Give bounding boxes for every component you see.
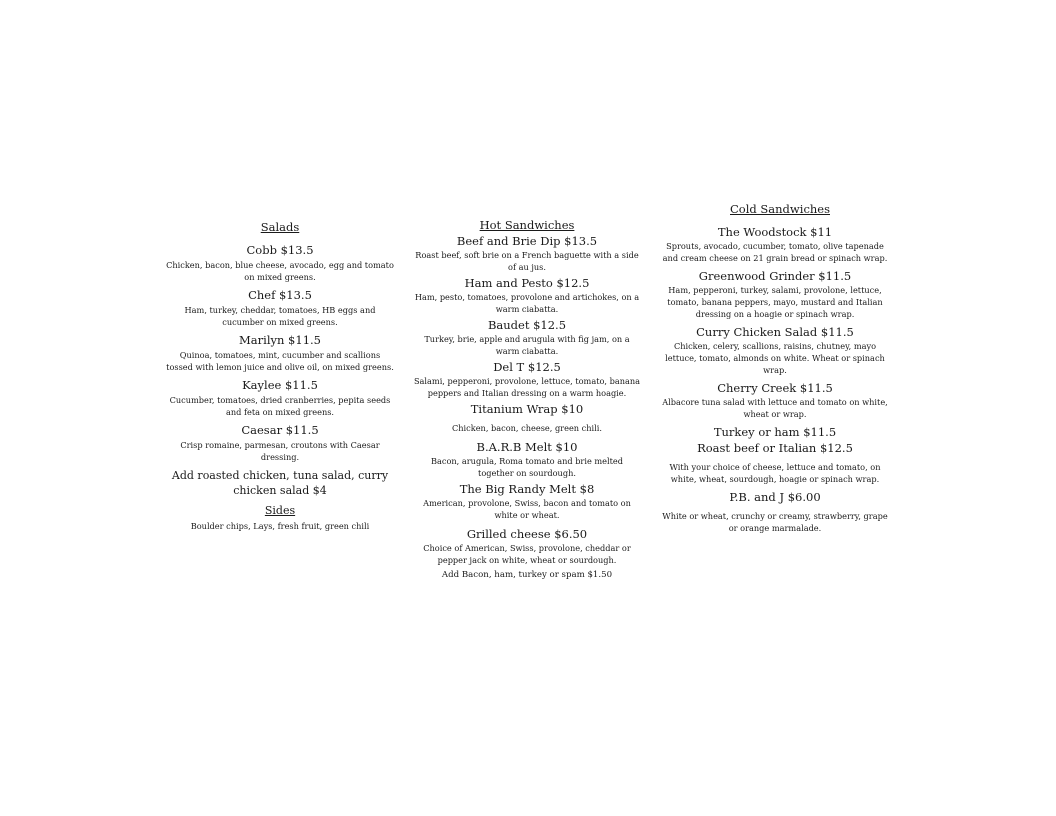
item-description: Choice of American, Swiss, provolone, cheddar or pepper jack on white, wheat or sourdough. <box>423 543 631 565</box>
item-description: With your choice of cheese, lettuce and tomato, on white, wheat, sourdough, hoagie or spinach wrap. <box>669 462 881 484</box>
item-title: Roast beef or Italian $12.5 <box>697 441 853 455</box>
menu-item <box>660 225 890 264</box>
menu-item <box>412 360 642 399</box>
menu-item <box>412 318 642 357</box>
menu-item <box>166 243 394 283</box>
item-title: Titanium Wrap $10 <box>470 402 584 416</box>
item-description: American, provolone, Swiss, bacon and tomato on white or wheat. <box>423 498 631 520</box>
item-title: Beef and Brie Dip $13.5 <box>456 234 598 248</box>
hot-sandwiches-column <box>412 218 642 581</box>
salad-addon: Add roasted chicken, tuna salad, curry chicken salad $4 <box>171 469 389 497</box>
item-title: Ham and Pesto $12.5 <box>464 276 590 290</box>
cold-sandwiches-heading: Cold Sandwiches <box>730 202 830 216</box>
item-description: Turkey, brie, apple and arugula with fig jam, on a warm ciabatta. <box>424 334 630 356</box>
item-description: Chicken, celery, scallions, raisins, chutney, mayo lettuce, tomato, almonds on white. Wheat or spinach wrap. <box>665 341 885 375</box>
menu-item <box>412 402 642 434</box>
item-description: Ham, pesto, tomatoes, provolone and artichokes, on a warm ciabatta. <box>414 292 640 314</box>
menu-item <box>166 423 394 463</box>
menu-item <box>412 527 642 566</box>
item-title: Caesar $11.5 <box>241 423 319 437</box>
item-description: Chicken, bacon, cheese, green chili. <box>452 423 602 433</box>
item-description: Chicken, bacon, blue cheese, avocado, egg and tomato on mixed greens. <box>166 260 394 282</box>
item-title: The Woodstock $11 <box>717 225 833 239</box>
item-description: Ham, turkey, cheddar, tomatoes, HB eggs and cucumber on mixed greens. <box>184 305 376 327</box>
item-title: Curry Chicken Salad $11.5 <box>696 325 854 339</box>
item-title: Turkey or ham $11.5 <box>713 425 837 439</box>
sides-heading: Sides <box>264 504 296 517</box>
menu-item <box>166 288 394 328</box>
menu-item <box>412 440 642 479</box>
item-title: Kaylee $11.5 <box>242 378 318 392</box>
menu-item <box>166 333 394 373</box>
menu-item <box>660 490 890 534</box>
sides-description: Boulder chips, Lays, fresh fruit, green chili <box>190 521 370 531</box>
item-description: Crisp romaine, parmesan, croutons with Caesar dressing. <box>180 440 380 462</box>
item-description: Cucumber, tomatoes, dried cranberries, pepita seeds and feta on mixed greens. <box>169 395 391 417</box>
item-title: Greenwood Grinder $11.5 <box>698 269 852 283</box>
item-title: Del T $12.5 <box>493 360 561 374</box>
item-title: P.B. and J $6.00 <box>729 490 821 504</box>
menu-item <box>412 482 642 521</box>
item-description: Albacore tuna salad with lettuce and tomato on white, wheat or wrap. <box>662 397 888 419</box>
menu-item <box>660 381 890 420</box>
menu-item <box>660 269 890 320</box>
item-title: Baudet $12.5 <box>487 318 567 332</box>
menu-item <box>166 378 394 418</box>
salads-column <box>166 220 394 532</box>
menu-item <box>412 276 642 315</box>
item-description: Bacon, arugula, Roma tomato and brie melted together on sourdough. <box>430 456 624 478</box>
menu-item <box>660 325 890 376</box>
item-title: Cobb $13.5 <box>246 243 314 257</box>
item-description: Quinoa, tomatoes, mint, cucumber and scallions tossed with lemon juice and olive oil, on mixed greens. <box>166 350 394 372</box>
menu-item <box>412 234 642 273</box>
hot-sandwiches-heading: Hot Sandwiches <box>479 218 575 232</box>
item-title: Cherry Creek $11.5 <box>717 381 833 395</box>
item-title: The Big Randy Melt $8 <box>459 482 595 496</box>
menu-item <box>660 425 890 485</box>
item-description: Sprouts, avocado, cucumber, tomato, olive tapenade and cream cheese on 21 grain bread or spinach wrap. <box>662 241 888 263</box>
item-description: Salami, pepperoni, provolone, lettuce, tomato, banana peppers and Italian dressing on a warm hoagie. <box>413 376 641 398</box>
item-description: White or wheat, crunchy or creamy, strawberry, grape or orange marmalade. <box>662 511 888 533</box>
item-description: Roast beef, soft brie on a French baguette with a side of au jus. <box>415 250 639 272</box>
hot-addon: Add Bacon, ham, turkey or spam $1.50 <box>441 570 613 580</box>
item-description: Ham, pepperoni, turkey, salami, provolone, lettuce, tomato, banana peppers, mayo, mustard and Italian dressing on a hoagie or spinach wrap. <box>667 285 883 319</box>
item-title: Chef $13.5 <box>248 288 312 302</box>
salads-heading: Salads <box>260 220 300 234</box>
item-title: B.A.R.B Melt $10 <box>476 440 578 454</box>
item-title: Grilled cheese $6.50 <box>466 527 588 541</box>
item-title: Marilyn $11.5 <box>239 333 321 347</box>
cold-sandwiches-column <box>660 202 890 539</box>
